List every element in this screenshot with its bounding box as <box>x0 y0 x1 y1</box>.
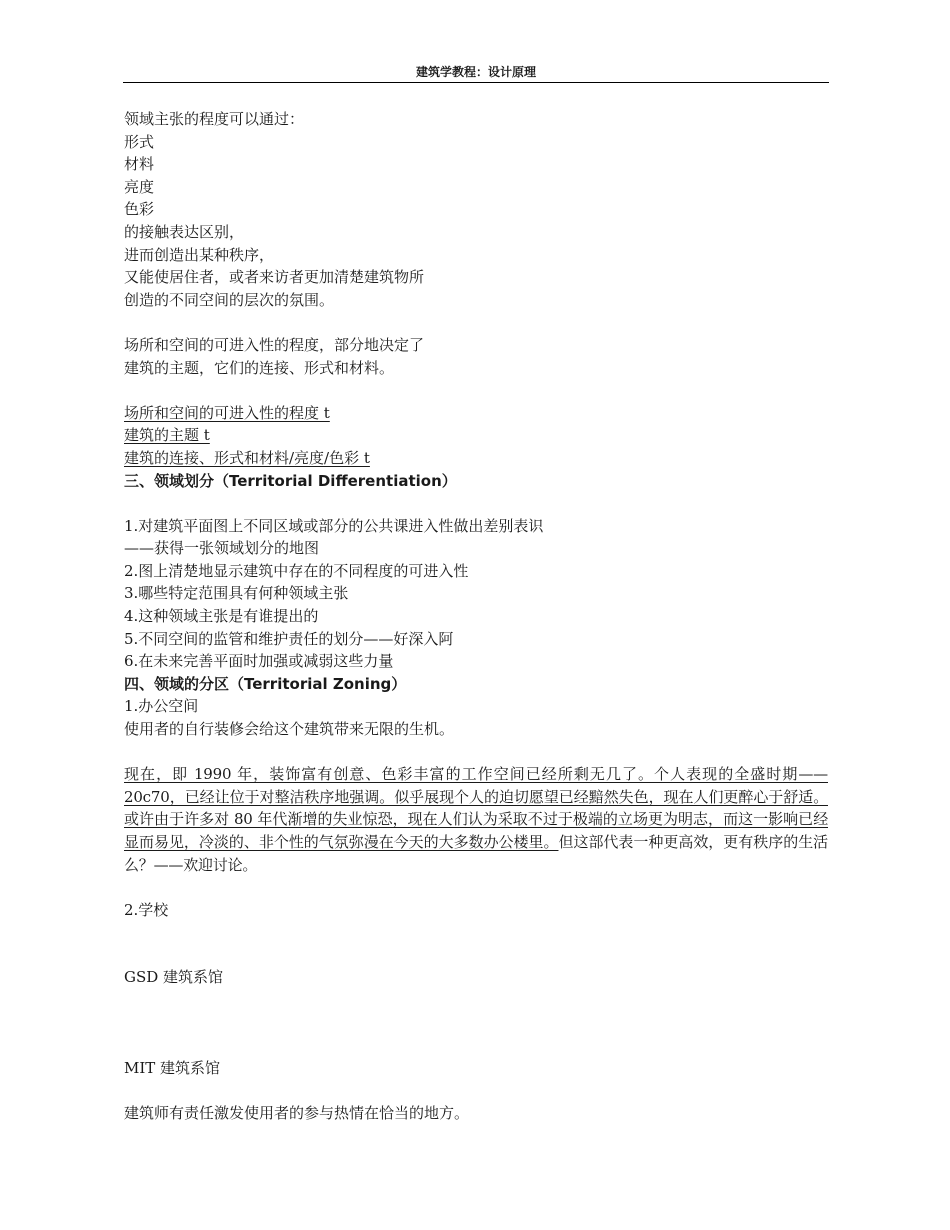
list-item: 4.这种领域主张是有谁提出的 <box>124 607 319 626</box>
page-header-title: 建筑学教程：设计原理 <box>415 65 536 79</box>
spacer <box>124 492 830 515</box>
spacer <box>124 1080 830 1103</box>
mit-label: MIT 建筑系馆 <box>124 1058 221 1077</box>
paragraph-plain-text: 但这部代表一种更高效，更有秩序的生活么？——欢迎讨论。 <box>124 833 828 874</box>
list-item: ——获得一张领域划分的地图 <box>124 539 320 558</box>
spacer <box>124 876 830 899</box>
list-item: 2.图上清楚地显示建筑中存在的不同程度的可进入性 <box>124 561 469 580</box>
document-body <box>124 108 830 1125</box>
intro-line: 材料 <box>124 155 155 174</box>
underlined-line <box>124 402 830 425</box>
underlined-line <box>124 447 830 470</box>
closing-text: 建筑师有责任激发使用者的参与热情在恰当的地方。 <box>124 1104 470 1123</box>
office-paragraph <box>124 763 828 876</box>
section-heading-territorial-zoning: 四、领域的分区（Territorial Zoning） <box>124 674 407 693</box>
intro-line: 形式 <box>124 132 155 151</box>
intro-line: 进而创造出某种秩序， <box>124 245 275 264</box>
gsd-label: GSD 建筑系馆 <box>124 968 224 987</box>
underlined-text: 场所和空间的可进入性的程度 t <box>124 403 330 422</box>
underlined-text: 建筑的连接、形式和材料/亮度/色彩 t <box>124 448 370 467</box>
intro-line: 色彩 <box>124 200 155 219</box>
list-item: 3.哪些特定范围具有何种领域主张 <box>124 584 349 603</box>
section-heading-territorial-differentiation: 三、领域划分（Territorial Differentiation） <box>124 471 457 490</box>
intro-line: 的接触表达区别， <box>124 222 245 241</box>
list-item: 1.对建筑平面图上不同区域或部分的公共课进入性做出差别表识 <box>124 516 544 535</box>
page-header <box>123 62 829 83</box>
intro-line: 亮度 <box>124 177 155 196</box>
spacer <box>124 311 830 334</box>
spacer <box>124 741 830 764</box>
intro-line: 领域主张的程度可以通过： <box>124 110 305 128</box>
access-line: 场所和空间的可进入性的程度，部分地决定了 <box>124 335 425 354</box>
intro-line: 又能使居住者，或者来访者更加清楚建筑物所 <box>124 268 425 287</box>
subsection-title-school: 2.学校 <box>124 900 169 919</box>
spacer <box>124 379 830 402</box>
intro-line: 创造的不同空间的层次的氛围。 <box>124 290 335 309</box>
paragraph-underlined-text: 现在，即 1990 年，装饰富有创意、色彩丰富的工作空间已经所剩无几了。个人表现的全盛时期——20c70，已经让位于对整洁秩序地强调。似乎展现个人的迫切愿望已经黯然失色，现在人们更醉心于舒适。或许由于许多对 80 年代渐增的失业惊恐，现在人们认为采取不过于极端的立场更为明志，而这一影响已经显而易见，冷淡的、非个性的气氛弥漫在今天的大多数办公楼里。 <box>124 765 828 851</box>
spacer <box>124 989 830 1057</box>
list-item: 5.不同空间的监管和维护责任的划分——好深入阿 <box>124 629 454 648</box>
subsection-title-office: 1.办公空间 <box>124 697 199 716</box>
list-item: 6.在未来完善平面时加强或减弱这些力量 <box>124 652 394 671</box>
access-line: 建筑的主题，它们的连接、形式和材料。 <box>124 358 395 377</box>
underlined-line <box>124 424 830 447</box>
office-text: 使用者的自行装修会给这个建筑带来无限的生机。 <box>124 720 455 739</box>
underlined-text: 建筑的主题 t <box>124 426 210 445</box>
spacer <box>124 921 830 966</box>
